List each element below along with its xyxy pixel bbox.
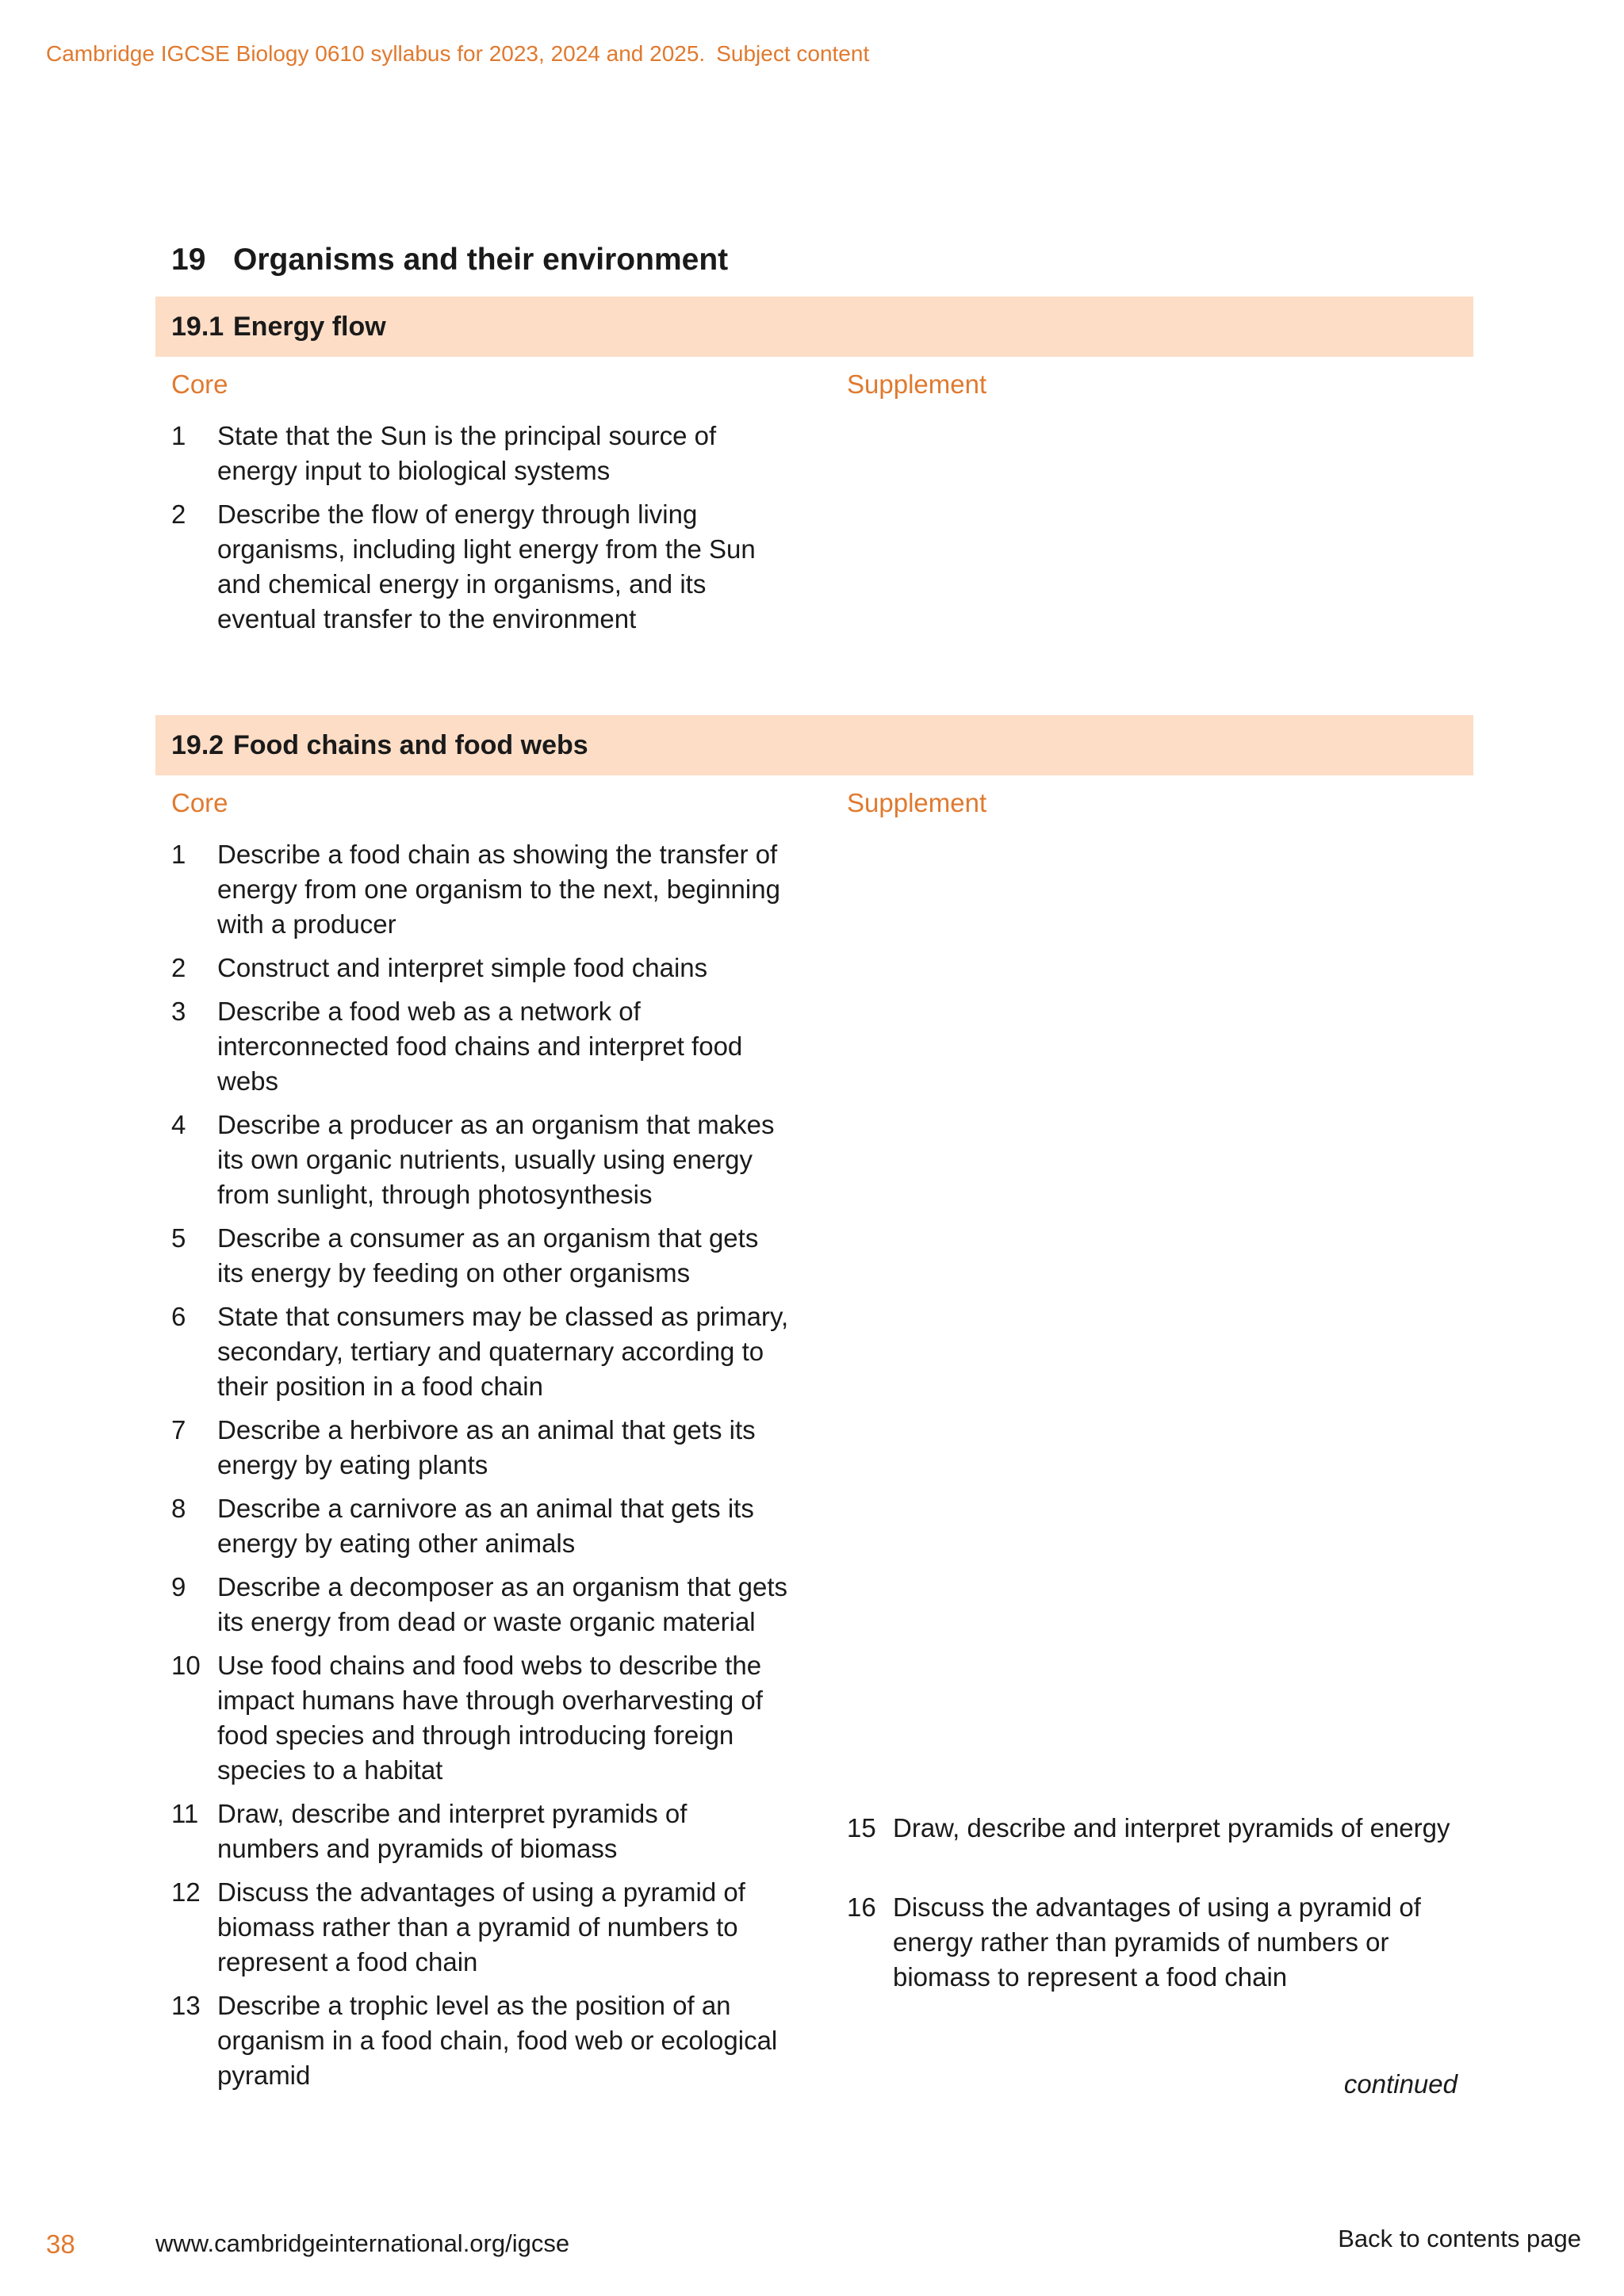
item-text: Construct and interpret simple food chains — [217, 953, 708, 982]
list-item — [171, 1221, 790, 1291]
item-number: 5 — [171, 1223, 186, 1253]
list-item — [171, 1413, 790, 1483]
item-text: Describe a consumer as an organism that gets its energy by feeding on other organisms — [217, 1223, 759, 1288]
core-column-heading: Core — [171, 788, 228, 817]
subsection-band-food-chains — [155, 715, 1473, 775]
subsection-band-energy-flow — [155, 297, 1473, 357]
core-column-heading: Core — [171, 369, 228, 399]
subsection-title: Food chains and food webs — [233, 730, 588, 760]
item-number: 11 — [171, 1799, 199, 1828]
footer-url-link[interactable]: www.cambridgeinternational.org/igcse — [155, 2229, 570, 2257]
list-item — [171, 1570, 790, 1640]
topic-title: Organisms and their environment — [233, 243, 729, 277]
list-item — [171, 1491, 790, 1561]
item-number: 15 — [847, 1813, 876, 1843]
item-number: 1 — [171, 421, 186, 450]
subsection-number: 19.1 — [171, 312, 224, 342]
subsection-title: Energy flow — [233, 312, 386, 342]
item-number: 1 — [171, 840, 186, 869]
item-text: Describe a trophic level as the position of an organism in a food chain, food web or ecological pyramid — [217, 1991, 778, 2090]
subsection-heading — [171, 715, 588, 775]
subsection-number: 19.2 — [171, 730, 224, 760]
item-number: 2 — [171, 953, 186, 982]
list-item — [171, 1299, 790, 1404]
item-number: 12 — [171, 1877, 201, 1907]
topic-heading — [171, 243, 728, 277]
list-item — [171, 1648, 790, 1788]
core-list-food-chains — [171, 837, 790, 2102]
list-item — [171, 497, 790, 637]
item-text: Describe a producer as an organism that makes its own organic nutrients, usually using energy from sunlight, through photosynthesis — [217, 1110, 775, 1209]
item-text: Describe a carnivore as an animal that gets its energy by eating other animals — [217, 1494, 754, 1558]
item-text: Draw, describe and interpret pyramids of energy — [893, 1813, 1450, 1843]
list-item — [171, 837, 790, 942]
running-header — [46, 41, 869, 67]
list-item — [171, 1875, 790, 1980]
item-text: Discuss the advantages of using a pyramid of energy rather than pyramids of numbers or biomass to represent a food chain — [893, 1892, 1421, 1992]
list-item — [171, 994, 790, 1099]
supplement-list-food-chains — [847, 1811, 1465, 2003]
item-number: 8 — [171, 1494, 186, 1523]
item-text: State that the Sun is the principal source of energy input to biological systems — [217, 421, 717, 485]
continued-note: continued — [1343, 2069, 1457, 2099]
list-item — [847, 1811, 1465, 1846]
item-text: Describe a decomposer as an organism that gets its energy from dead or waste organic material — [217, 1572, 788, 1636]
item-text: Discuss the advantages of using a pyramid of biomass rather than a pyramid of numbers to represent a food chain — [217, 1877, 745, 1976]
item-text: State that consumers may be classed as primary, secondary, tertiary and quaternary according to their position in a food chain — [217, 1302, 789, 1401]
supplement-column-heading: Supplement — [847, 788, 987, 817]
syllabus-title: Cambridge IGCSE Biology 0610 syllabus for 2023, 2024 and 2025. — [46, 41, 706, 66]
item-text: Describe a food web as a network of interconnected food chains and interpret food webs — [217, 997, 743, 1096]
item-number: 13 — [171, 1991, 201, 2020]
list-item — [847, 1890, 1465, 1995]
topic-number: 19 — [171, 243, 206, 277]
list-item — [171, 1988, 790, 2093]
page-number: 38 — [46, 2229, 75, 2259]
supplement-column-heading: Supplement — [847, 369, 987, 399]
item-text: Draw, describe and interpret pyramids of numbers and pyramids of biomass — [217, 1799, 688, 1863]
item-number: 3 — [171, 997, 186, 1026]
core-list-energy-flow — [171, 419, 790, 645]
item-number: 9 — [171, 1572, 186, 1601]
back-to-contents-link[interactable]: Back to contents page — [1338, 2225, 1581, 2252]
item-text: Describe a food chain as showing the transfer of energy from one organism to the next, beginning with a producer — [217, 840, 780, 939]
item-number: 2 — [171, 499, 186, 529]
list-item — [171, 951, 790, 985]
item-number: 10 — [171, 1651, 201, 1680]
list-item — [171, 1797, 790, 1866]
list-item — [171, 1108, 790, 1212]
item-text: Describe the flow of energy through living organisms, including light energy from the Sun and chemical energy in organisms, and its eventual transfer to the environment — [217, 499, 756, 633]
subsection-heading — [171, 297, 386, 357]
list-item — [171, 419, 790, 488]
item-number: 4 — [171, 1110, 186, 1139]
item-number: 6 — [171, 1302, 186, 1331]
item-number: 16 — [847, 1892, 876, 1922]
item-number: 7 — [171, 1415, 186, 1445]
item-text: Describe a herbivore as an animal that gets its energy by eating plants — [217, 1415, 756, 1479]
item-text: Use food chains and food webs to describe the impact humans have through overharvesting of food species and through introducing foreign species to a habitat — [217, 1651, 763, 1785]
section-label: Subject content — [716, 41, 870, 66]
